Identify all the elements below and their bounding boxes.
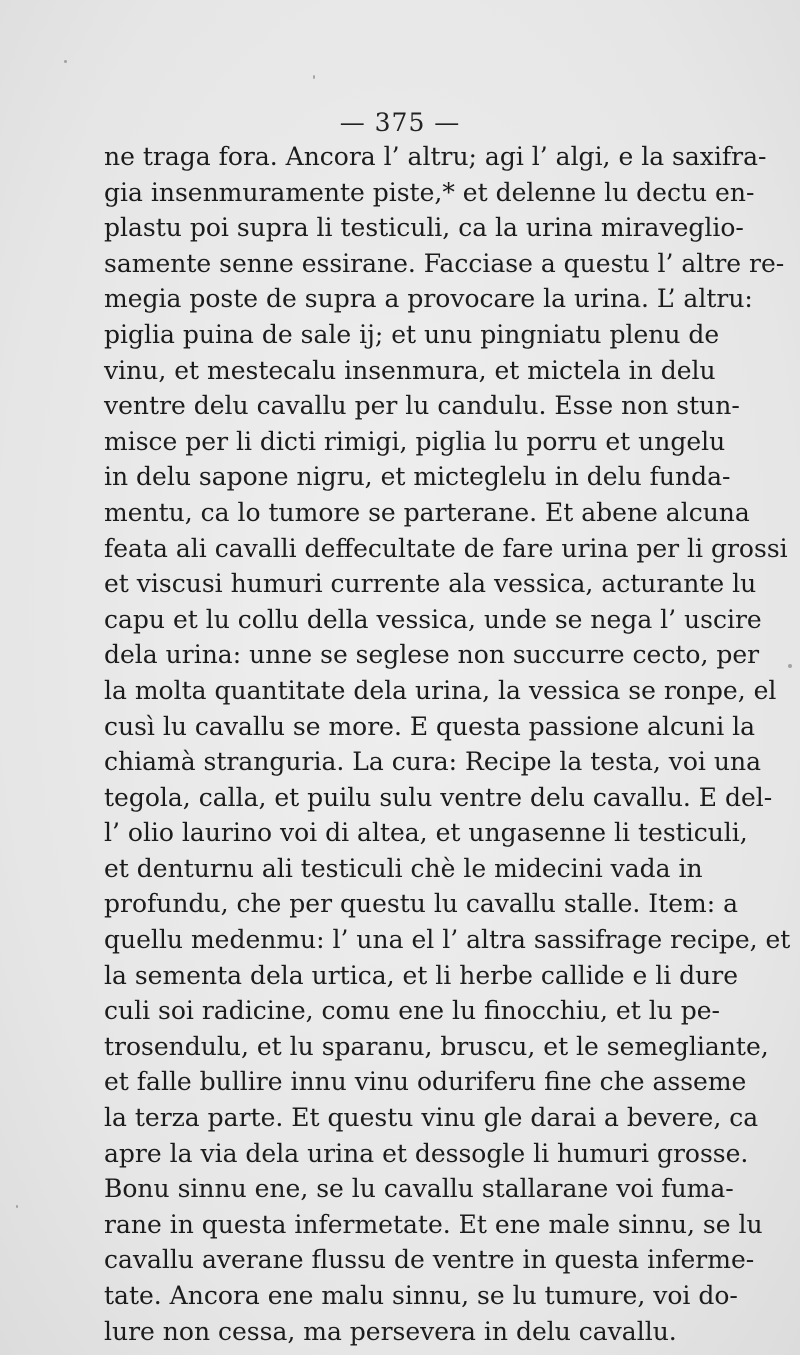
text-line: la molta quantitate dela urina, la vessica se ronpe, el	[104, 675, 777, 705]
text-line: Bonu sinnu ene, se lu cavallu stallarane voi fuma-	[104, 1174, 734, 1204]
body-text	[104, 139, 791, 1349]
text-line: megia poste de supra a provocare la urina. L’ altru:	[104, 284, 753, 314]
text-line: feata ali cavalli deffecultate de fare urina per li grossi	[104, 533, 788, 563]
text-line: capu et lu collu della vessica, unde se nega l’ uscire	[104, 604, 762, 634]
text-line: tegola, calla, et puilu sulu ventre delu cavallu. E del-	[104, 782, 773, 812]
text-line: samente senne essirane. Facciase a questu l’ altre re-	[104, 248, 785, 278]
text-line: et falle bullire innu vinu oduriferu fine che asseme	[104, 1067, 747, 1097]
text-line: cusì lu cavallu se more. E questa passione alcuni la	[104, 711, 756, 741]
paper-speck	[64, 60, 67, 63]
text-line: chiamà stranguria. La cura: Recipe la testa, voi una	[104, 747, 761, 777]
text-line: rane in questa infermetate. Et ene male sinnu, se lu	[104, 1209, 763, 1239]
paper-speck	[16, 1205, 18, 1208]
text-line: in delu sapone nigru, et micteglelu in delu funda-	[104, 462, 731, 492]
text-line: cavallu averane flussu de ventre in questa inferme-	[104, 1245, 755, 1275]
text-line: trosendulu, et lu sparanu, bruscu, et le semegliante,	[104, 1031, 769, 1061]
text-line: lure non cessa, ma persevera in delu cavallu.	[104, 1316, 677, 1346]
text-line: piglia puina de sale ij; et unu pingniatu plenu de	[104, 319, 720, 349]
text-line: ne traga fora. Ancora l’ altru; agi l’ algi, e la saxifra-	[104, 142, 767, 171]
text-line: misce per li dicti rimigi, piglia lu porru et ungelu	[104, 426, 726, 456]
text-line: culi soi radicine, comu ene lu finocchiu, et lu pe-	[104, 996, 720, 1026]
text-line: plastu poi supra li testiculi, ca la urina miraveglio-	[104, 213, 744, 243]
text-line: vinu, et mestecalu insenmura, et mictela in delu	[104, 355, 716, 385]
text-line: la sementa dela urtica, et li herbe callide e li dure	[104, 960, 738, 990]
paper-speck	[788, 664, 792, 668]
paper-speck	[313, 75, 315, 79]
text-line: ventre delu cavallu per lu candulu. Esse non stun-	[104, 391, 740, 421]
text-line: quellu medenmu: l’ una el l’ altra sassifrage recipe, et	[104, 925, 791, 955]
page-number: — 375 —	[339, 108, 461, 137]
text-line: dela urina: unne se seglese non succurre cecto, per	[104, 640, 760, 670]
text-line: et denturnu ali testiculi chè le midecini vada in	[104, 853, 703, 883]
text-line: gia insenmuramente piste,* et delenne lu dectu en-	[104, 177, 755, 207]
text-line: apre la via dela urina et dessogle li humuri grosse.	[104, 1138, 749, 1168]
text-line: l’ olio laurino voi di altea, et ungasenne li testiculi,	[104, 818, 748, 848]
text-line: tate. Ancora ene malu sinnu, se lu tumure, voi do-	[104, 1281, 738, 1310]
text-line: la terza parte. Et questu vinu gle darai a bevere, ca	[104, 1103, 759, 1133]
text-line: profundu, che per questu lu cavallu stalle. Item: a	[104, 889, 738, 919]
text-line: et viscusi humuri currente ala vessica, acturante lu	[104, 569, 757, 599]
text-line: mentu, ca lo tumore se parterane. Et abene alcuna	[104, 497, 750, 527]
